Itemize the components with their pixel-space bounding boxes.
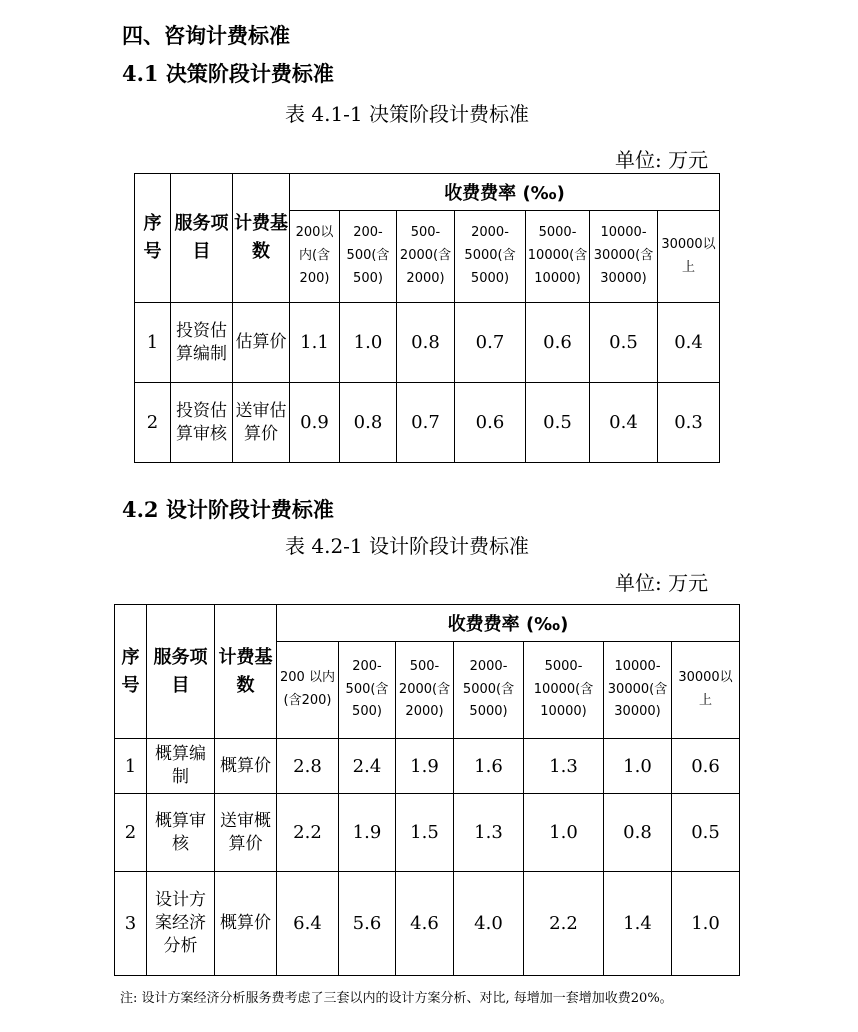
rate-cell: 1.0 bbox=[672, 872, 740, 976]
range-header: 30000以上 bbox=[672, 642, 740, 739]
rate-cell: 0.4 bbox=[658, 303, 720, 383]
table-note: 注: 设计方案经济分析服务费考虑了三套以内的设计方案分析、对比, 每增加一套增加收费20%。 bbox=[120, 991, 673, 1006]
rate-cell: 2.2 bbox=[277, 794, 339, 872]
rate-cell: 4.6 bbox=[396, 872, 454, 976]
table-row bbox=[115, 794, 740, 872]
section-2-heading: 4.2 设计阶段计费标准 bbox=[122, 497, 334, 522]
fee-table-decision bbox=[134, 173, 720, 463]
range-header: 2000-5000(含5000) bbox=[454, 642, 524, 739]
table-2-unit: 单位: 万元 bbox=[615, 571, 709, 595]
rate-cell: 1.9 bbox=[396, 739, 454, 794]
fee-table-design bbox=[114, 604, 740, 976]
row-base: 送审估算价 bbox=[233, 383, 290, 463]
rate-cell: 0.6 bbox=[672, 739, 740, 794]
row-base: 送审概算价 bbox=[215, 794, 277, 872]
row-seq: 3 bbox=[115, 872, 147, 976]
rate-header: 收费费率 (‰) bbox=[277, 605, 740, 642]
rate-cell: 0.7 bbox=[455, 303, 526, 383]
range-header: 500-2000(含2000) bbox=[396, 642, 454, 739]
range-header: 200以内(含200) bbox=[290, 211, 340, 303]
rate-cell: 1.0 bbox=[340, 303, 397, 383]
rate-cell: 6.4 bbox=[277, 872, 339, 976]
range-header: 5000-10000(含10000) bbox=[524, 642, 604, 739]
section-1-heading: 4.1 决策阶段计费标准 bbox=[122, 61, 334, 86]
rate-cell: 0.7 bbox=[397, 383, 455, 463]
rate-cell: 0.5 bbox=[672, 794, 740, 872]
row-item: 概算审核 bbox=[147, 794, 215, 872]
rate-cell: 0.8 bbox=[397, 303, 455, 383]
rate-cell: 2.4 bbox=[339, 739, 396, 794]
row-base: 概算价 bbox=[215, 872, 277, 976]
table-2-caption: 表 4.2-1 设计阶段计费标准 bbox=[285, 534, 530, 558]
rate-cell: 1.5 bbox=[396, 794, 454, 872]
rate-cell: 0.9 bbox=[290, 383, 340, 463]
seq-header: 序号 bbox=[135, 174, 171, 303]
table-row bbox=[135, 303, 720, 383]
item-header: 服务项目 bbox=[147, 605, 215, 739]
row-seq: 2 bbox=[135, 383, 171, 463]
rate-cell: 1.6 bbox=[454, 739, 524, 794]
section-title: 四、咨询计费标准 bbox=[122, 24, 290, 48]
range-header: 10000-30000(含30000) bbox=[590, 211, 658, 303]
rate-cell: 2.2 bbox=[524, 872, 604, 976]
row-item: 投资估算编制 bbox=[171, 303, 233, 383]
row-seq: 2 bbox=[115, 794, 147, 872]
range-header: 2000-5000(含5000) bbox=[455, 211, 526, 303]
rate-cell: 1.4 bbox=[604, 872, 672, 976]
rate-cell: 0.5 bbox=[590, 303, 658, 383]
range-header: 10000-30000(含30000) bbox=[604, 642, 672, 739]
rate-cell: 1.1 bbox=[290, 303, 340, 383]
rate-cell: 0.6 bbox=[526, 303, 590, 383]
rate-cell: 1.9 bbox=[339, 794, 396, 872]
base-header: 计费基数 bbox=[215, 605, 277, 739]
rate-cell: 4.0 bbox=[454, 872, 524, 976]
rate-cell: 2.8 bbox=[277, 739, 339, 794]
rate-cell: 0.3 bbox=[658, 383, 720, 463]
table-row bbox=[115, 739, 740, 794]
row-seq: 1 bbox=[135, 303, 171, 383]
row-base: 概算价 bbox=[215, 739, 277, 794]
table-1-unit: 单位: 万元 bbox=[615, 148, 709, 172]
range-header: 200 以内(含200) bbox=[277, 642, 339, 739]
rate-cell: 0.8 bbox=[340, 383, 397, 463]
row-base: 估算价 bbox=[233, 303, 290, 383]
rate-cell: 1.0 bbox=[524, 794, 604, 872]
row-item: 概算编制 bbox=[147, 739, 215, 794]
rate-header: 收费费率 (‰) bbox=[290, 174, 720, 211]
item-header: 服务项目 bbox=[171, 174, 233, 303]
table-row bbox=[115, 872, 740, 976]
rate-cell: 0.5 bbox=[526, 383, 590, 463]
range-header: 5000-10000(含10000) bbox=[526, 211, 590, 303]
base-header: 计费基数 bbox=[233, 174, 290, 303]
rate-cell: 0.6 bbox=[455, 383, 526, 463]
rate-cell: 1.3 bbox=[454, 794, 524, 872]
range-header: 200-500(含500) bbox=[339, 642, 396, 739]
rate-cell: 1.0 bbox=[604, 739, 672, 794]
range-header: 500-2000(含2000) bbox=[397, 211, 455, 303]
row-seq: 1 bbox=[115, 739, 147, 794]
table-row bbox=[135, 383, 720, 463]
rate-cell: 1.3 bbox=[524, 739, 604, 794]
range-header: 200-500(含500) bbox=[340, 211, 397, 303]
rate-cell: 0.4 bbox=[590, 383, 658, 463]
range-header: 30000以上 bbox=[658, 211, 720, 303]
rate-cell: 0.8 bbox=[604, 794, 672, 872]
rate-cell: 5.6 bbox=[339, 872, 396, 976]
row-item: 投资估算审核 bbox=[171, 383, 233, 463]
row-item: 设计方案经济分析 bbox=[147, 872, 215, 976]
table-1-caption: 表 4.1-1 决策阶段计费标准 bbox=[285, 102, 530, 126]
seq-header: 序号 bbox=[115, 605, 147, 739]
